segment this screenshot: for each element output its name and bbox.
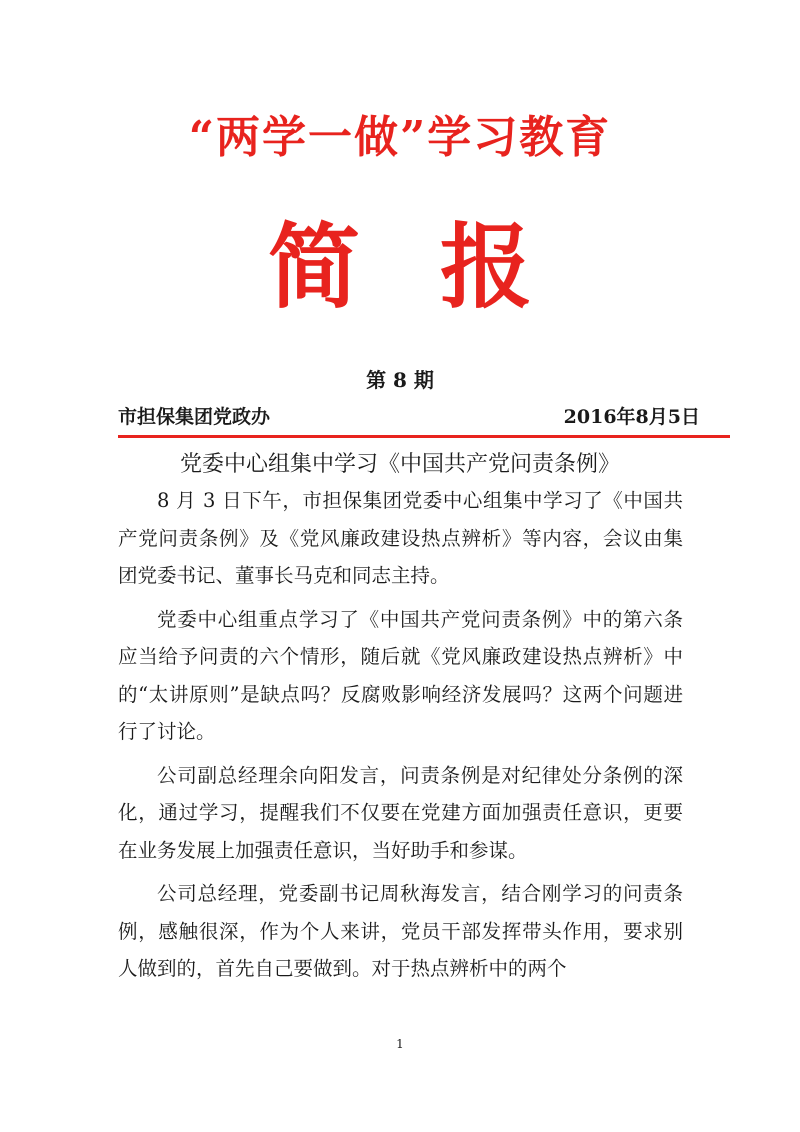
masthead-title: “两学一做”学习教育 [188,112,612,163]
paragraph: 8 月 3 日下午，市担保集团党委中心组集中学习了《中国共产党问责条例》及《党风廉政建设热点辨析》等内容，会议由集团党委书记、董事长马克和同志主持。 [118,489,683,587]
bulletin-title: 简报 [267,213,612,321]
issue-date: 2016年8月5日 [563,406,700,428]
paragraph: 党委中心组重点学习了《中国共产党问责条例》中的第六条应当给予问责的六个情形，随后就《党风廉政建设热点辨析》中的“太讲原则”是缺点吗？反腐败影响经济发展吗？这两个问题进行了讨论。 [118,607,683,743]
meta-row [118,404,700,430]
paragraph: 公司副总经理余向阳发言，问责条例是对纪律处分条例的深化，通过学习，提醒我们不仅要在党建方面加强责任意识，更要在业务发展上加强责任意识，当好助手和参谋。 [118,763,683,862]
article-title: 党委中心组集中学习《中国共产党问责条例》 [179,452,620,477]
issuer-name: 市担保集团党政办 [118,406,271,428]
header-divider [118,435,730,438]
paragraph: 公司总经理，党委副书记周秋海发言，结合刚学习的问责条例，感触很深，作为个人来讲，党员干部发挥带头作用，要求别人做到的，首先自己要做到。对于热点辨析中的两个 [118,882,683,980]
issue-number: 第 8 期 [366,368,434,392]
article-body [118,482,683,988]
page-number: 1 [396,1037,404,1051]
